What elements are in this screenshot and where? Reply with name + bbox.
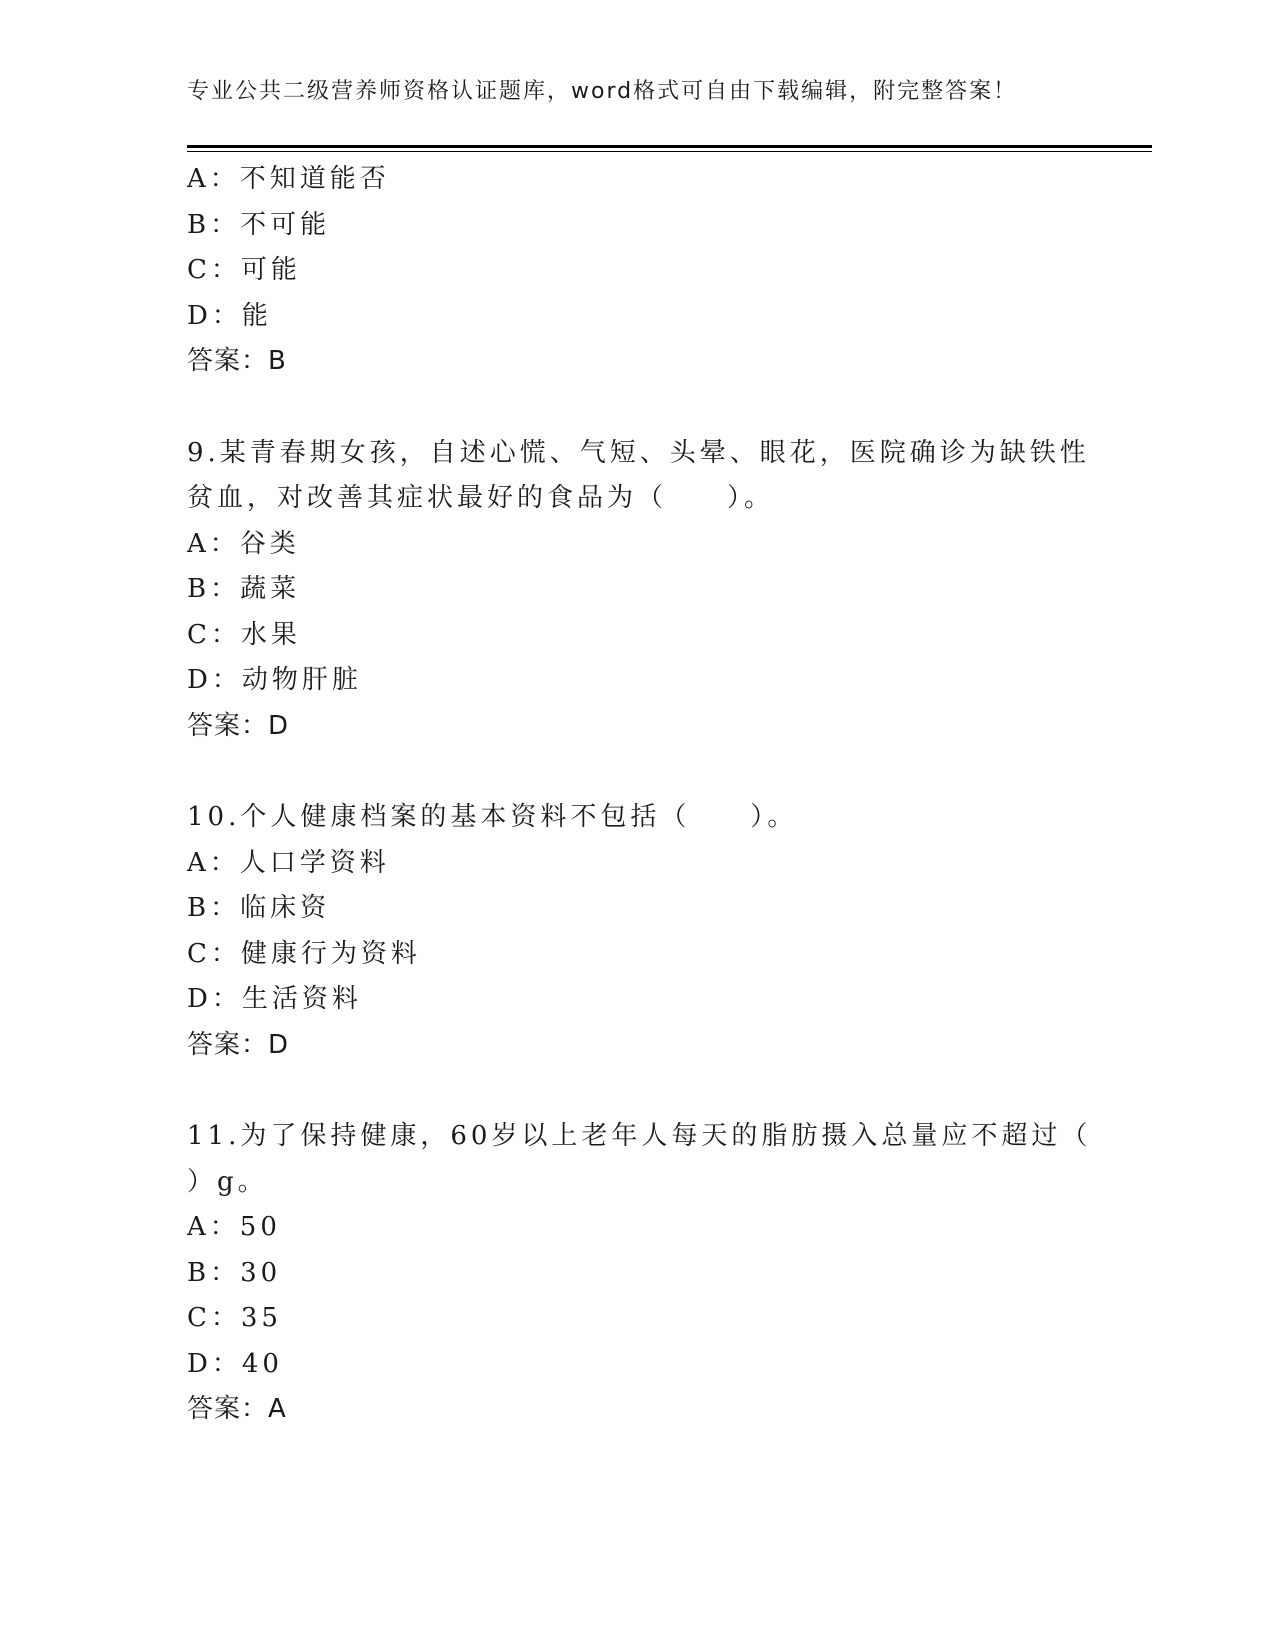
- option-c: C：可能: [187, 255, 301, 285]
- option-d: D：生活资料: [187, 984, 362, 1014]
- option-b: B：不可能: [187, 209, 331, 240]
- question-10: [187, 795, 1067, 1068]
- question-gap: [187, 1068, 1067, 1114]
- option-a: A：不知道能否: [187, 164, 390, 194]
- question-gap: [187, 385, 1067, 431]
- header-rule-thin: [187, 151, 1152, 152]
- question-9: [187, 431, 1090, 750]
- page-header: 专业公共二级营养师资格认证题库，word格式可自由下载编辑，附完整答案！: [187, 79, 1018, 104]
- question-prev: [187, 157, 1067, 385]
- option-d: D：能: [187, 300, 272, 331]
- option-a: A：人口学资料: [187, 847, 390, 878]
- document-body: [187, 157, 1092, 1433]
- answer-line: 答案：B: [187, 346, 287, 376]
- header-rule-thick: [187, 145, 1152, 148]
- answer-line: 答案：A: [187, 1394, 287, 1424]
- question-stem-line: ）g。: [187, 1166, 268, 1197]
- option-c: C：水果: [187, 619, 301, 650]
- answer-line: 答案：D: [187, 710, 290, 741]
- option-c: C：健康行为资料: [187, 938, 421, 969]
- option-d: D：40: [187, 1348, 283, 1379]
- question-stem-line: 9.某青春期女孩，自述心慌、气短、头晕、眼花，医院确诊为缺铁性: [187, 437, 1090, 468]
- question-stem-line: 贫血，对改善其症状最好的食品为（ ）。: [187, 483, 775, 513]
- option-a: A：50: [187, 1212, 281, 1242]
- option-a: A：谷类: [187, 528, 300, 559]
- answer-line: 答案：D: [187, 1029, 290, 1060]
- option-c: C：35: [187, 1303, 282, 1333]
- option-b: B：临床资: [187, 893, 331, 923]
- option-b: B：30: [187, 1257, 282, 1288]
- option-d: D：动物肝脏: [187, 665, 362, 695]
- question-stem-line: 10.个人健康档案的基本资料不包括（ ）。: [187, 802, 798, 832]
- option-b: B：蔬菜: [187, 574, 301, 604]
- question-11: [187, 1114, 1092, 1433]
- question-stem-line: 11.为了保持健康，60岁以上老年人每天的脂肪摄入总量应不超过（: [187, 1121, 1092, 1151]
- question-gap: [187, 749, 1067, 795]
